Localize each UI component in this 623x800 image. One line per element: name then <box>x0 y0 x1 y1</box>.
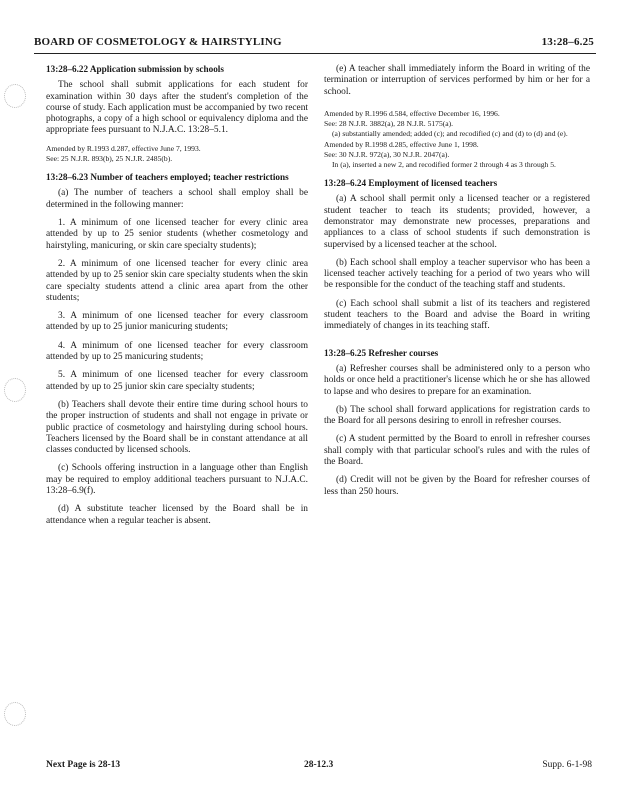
section-heading-6-23: 13:28–6.23 Number of teachers employed; teacher restrictions <box>46 172 289 183</box>
amendment-note: Amended by R.1996 d.584, effective December 16, 1996. <box>324 108 500 118</box>
left-column <box>46 64 308 534</box>
section-heading-6-25: 13:28–6.25 Refresher courses <box>324 347 439 358</box>
paragraph-c: (c) A student permitted by the Board to enroll in refresher courses shall comply with that particular school's rules and with the rules of the Board. <box>324 434 590 468</box>
punch-hole-icon <box>4 378 26 402</box>
paragraph-c: (c) Each school shall submit a list of its teachers and registered student teachers to the Board and advise the Board in writing immediately of changes in its teaching staff. <box>324 298 590 332</box>
paragraph-a: (a) Refresher courses shall be administered only to a person who holds or once held a practitioner's license which he or she has allowed to lapse and who desires to prepare for an examination. <box>324 363 590 397</box>
section-heading-6-22: 13:28–6.22 Application submission by schools <box>46 64 224 74</box>
next-page-note: Next Page is 28-13 <box>46 760 121 770</box>
amendment-note: Amended by R.1993 d.287, effective June 7, 1993. <box>46 143 201 153</box>
amendment-detail: (a) substantially amended; added (c); and recodified (c) and (d) to (d) and (e). <box>332 129 568 139</box>
right-column <box>324 64 590 505</box>
punch-hole-icon <box>4 84 26 108</box>
paragraph-d: (d) A substitute teacher licensed by the Board shall be in attendance when a regular teacher is absent. <box>46 504 308 526</box>
amendment-detail: In (a), inserted a new 2, and recodified former 2 through 4 as 3 through 5. <box>332 159 556 169</box>
amendment-citation: See: 28 N.J.R. 3882(a), 28 N.J.R. 5175(a). <box>324 119 454 129</box>
list-item-1: 1. A minimum of one licensed teacher for every clinic area attended by up to 25 senior students (whether cosmetology and hairstyling, manicuring, or skin care specialty students); <box>46 218 308 251</box>
page-number: 28-12.3 <box>304 760 334 770</box>
list-item-5: 5. A minimum of one licensed teacher for every classroom attended by up to 25 junior skin care specialty students; <box>46 370 308 392</box>
section-heading-6-24: 13:28–6.24 Employment of licensed teachers <box>324 178 498 189</box>
list-item-2: 2. A minimum of one licensed teacher for every clinic area attended by up to 25 senior skin care specialty students when the skin care specialty students attend a clinic area apart from the other students; <box>46 258 308 303</box>
punch-hole-icon <box>4 702 26 726</box>
header-rule <box>34 53 596 54</box>
list-item-3: 3. A minimum of one licensed teacher for every classroom attended by up to 25 junior manicuring students; <box>46 311 308 333</box>
supplement-date: Supp. 6-1-98 <box>542 760 592 770</box>
header-section-number: 13:28–6.25 <box>541 36 594 48</box>
paragraph-b: (b) Teachers shall devote their entire time during school hours to the proper instruction of students and shall not engage in private or public practice of cosmetology and hairstyling during school hours. Teachers licensed by the Board shall be in constant attendance at all classes conducted by licensed schools. <box>46 399 308 456</box>
paragraph-b: (b) Each school shall employ a teacher supervisor who has been a licensed teacher actively teaching for a period of two years who will be responsible for the conduct of the teaching staff and students. <box>324 257 590 291</box>
list-item-4: 4. A minimum of one licensed teacher for every classroom attended by up to 25 manicuring students; <box>46 340 308 363</box>
paragraph-b: (b) The school shall forward applications for registration cards to the Board for all persons desiring to enroll in refresher courses. <box>324 404 590 427</box>
page-footer <box>46 760 592 772</box>
paragraph-e: (e) A teacher shall immediately inform the Board in writing of the termination or interruption of services performed by him or her for a school. <box>324 64 590 97</box>
paragraph-c: (c) Schools offering instruction in a language other than English may be required to employ additional teachers pursuant to N.J.A.C. 13:28–6.9(f). <box>46 463 308 497</box>
paragraph-a: (a) The number of teachers a school shall employ shall be determined in the following manner: <box>46 188 308 210</box>
paragraph-d: (d) Credit will not be given by the Board for refresher courses of less than 250 hours. <box>324 475 590 497</box>
running-header <box>34 36 594 50</box>
amendment-citation: See: 25 N.J.R. 893(b), 25 N.J.R. 2485(b). <box>46 153 173 163</box>
paragraph-a: (a) A school shall permit only a licensed teacher or a registered student teacher to teach its students; provided, however, a demonstrator may demonstrate new processes, preparations and appliances to a class of school students if such demonstration is supervised by a licensed teacher at the school. <box>324 194 590 250</box>
amendment-note: Amended by R.1998 d.285, effective June 1, 1998. <box>324 139 479 149</box>
section-6-22-body: The school shall submit applications for each student for examination within 30 days after the student's completion of the course of study. Each application must be accompanied by two recent photographs, a copy of a high school or equivalency diploma and the appropriate fees pursuant to N.J.A.C. 13:28–5.1. <box>46 80 308 136</box>
header-title: BOARD OF COSMETOLOGY & HAIRSTYLING <box>34 36 282 48</box>
amendment-citation: See: 30 N.J.R. 972(a), 30 N.J.R. 2047(a). <box>324 149 450 159</box>
